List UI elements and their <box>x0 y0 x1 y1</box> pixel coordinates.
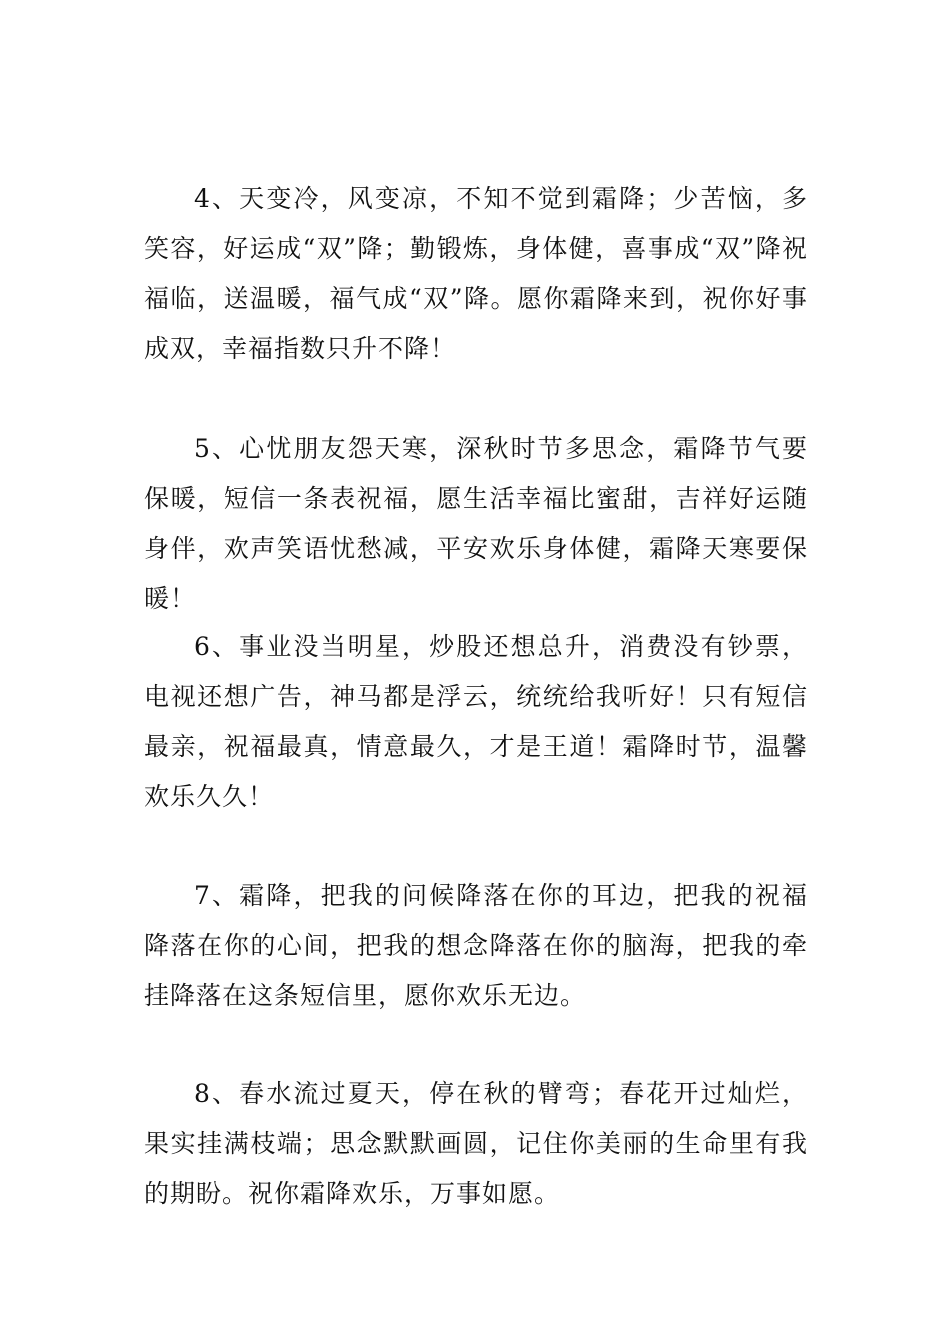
paragraph-4: 4、天变冷，风变凉，不知不觉到霜降；少苦恼，多笑容，好运成“双”降；勤锻炼，身体健，喜事成“双”降祝福临，送温暖，福气成“双”降。愿你霜降来到，祝你好事成双，幸福指数只升不降！ <box>144 184 808 363</box>
paragraph-7: 7、霜降，把我的问候降落在你的耳边，把我的祝福降落在你的心间，把我的想念降落在你的脑海，把我的牵挂降落在这条短信里，愿你欢乐无边。 <box>144 881 808 1010</box>
paragraph-6: 6、事业没当明星，炒股还想总升，消费没有钞票，电视还想广告，神马都是浮云，统统给我听好！只有短信最亲，祝福最真，情意最久，才是王道！霜降时节，温馨欢乐久久！ <box>144 632 808 811</box>
paragraph-5: 5、心忧朋友怨天寒，深秋时节多思念，霜降节气要保暖，短信一条表祝福，愿生活幸福比蜜甜，吉祥好运随身伴，欢声笑语忧愁减，平安欢乐身体健，霜降天寒要保暖！ <box>144 434 808 613</box>
paragraph-8: 8、春水流过夏天，停在秋的臂弯；春花开过灿烂，果实挂满枝端；思念默默画圆，记住你美丽的生命里有我的期盼。祝你霜降欢乐，万事如愿。 <box>144 1079 808 1208</box>
